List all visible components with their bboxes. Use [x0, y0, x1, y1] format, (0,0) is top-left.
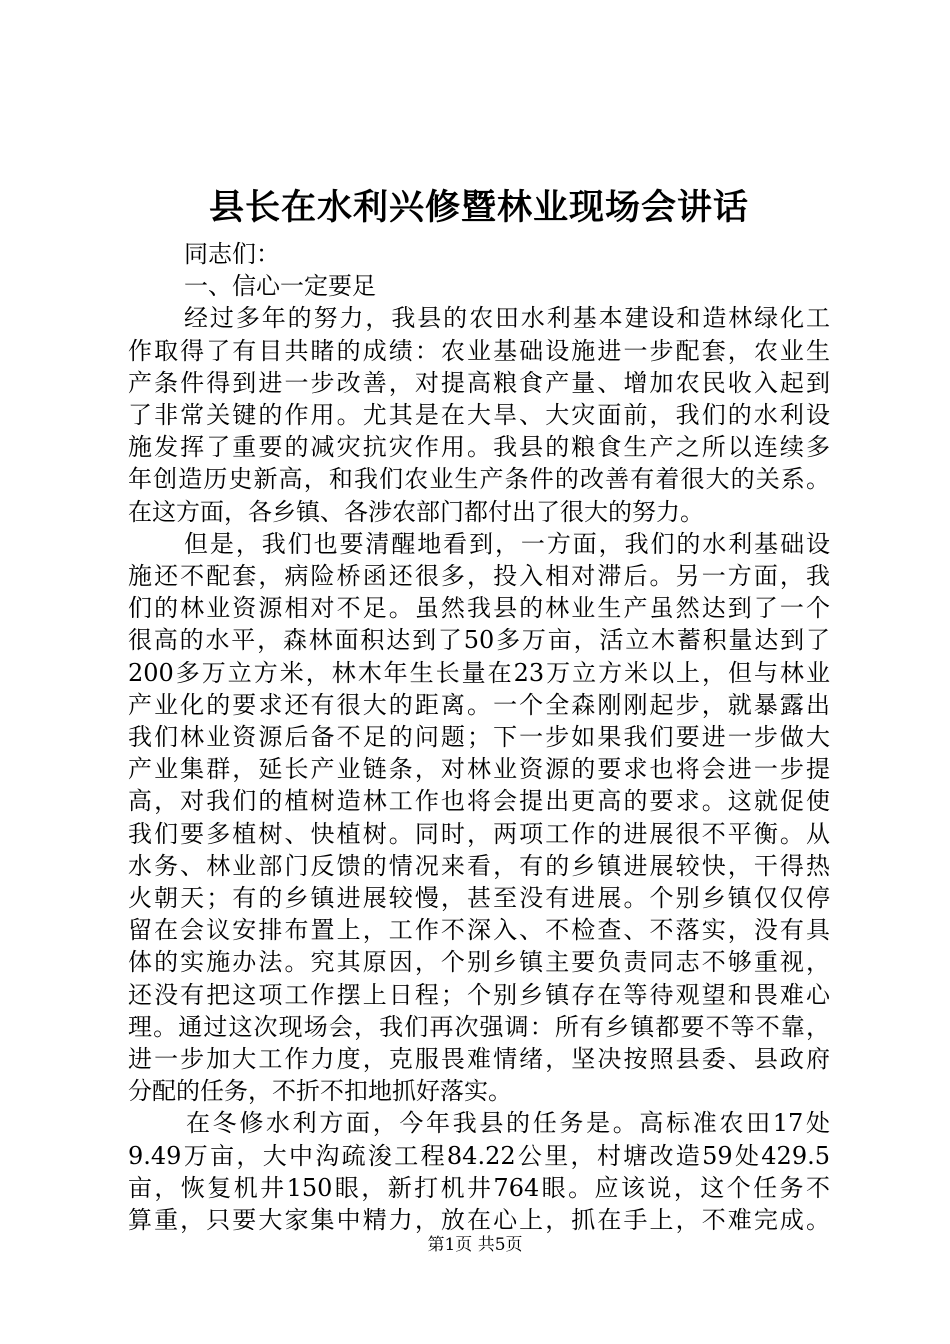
paragraph-line: 施发挥了重要的减灾抗灾作用。我县的粮食生产之所以连续多	[128, 433, 830, 462]
paragraph-line: 理。通过这次现场会，我们再次强调：所有乡镇都要不等不靠，	[128, 1012, 830, 1041]
paragraph-line: 算重，只要大家集中精力，放在心上，抓在手上，不难完成。	[128, 1206, 830, 1235]
page-footer	[0, 1234, 950, 1256]
document-title: 县长在水利兴修暨林业现场会讲话	[208, 187, 749, 228]
paragraph-line: 亩，恢复机井150眼，新打机井764眼。应该说，这个任务不	[128, 1173, 830, 1202]
paragraph-line: 施还不配套，病险桥函还很多，投入相对滞后。另一方面，我	[128, 562, 830, 591]
paragraph-line: 但是，我们也要清醒地看到，一方面，我们的水利基础设	[184, 529, 830, 558]
paragraph-line: 9.49万亩，大中沟疏浚工程84.22公里，村塘改造59处429.5	[128, 1141, 830, 1170]
paragraph-line: 分配的任务，不折不扣地抓好落实。	[128, 1077, 512, 1106]
paragraph-3	[128, 1107, 830, 1236]
paragraph-2	[128, 528, 830, 1108]
paragraph-line: 经过多年的努力，我县的农田水利基本建设和造林绿化工	[184, 304, 830, 333]
paragraph-line: 作取得了有目共睹的成绩：农业基础设施进一步配套，农业生	[128, 336, 830, 365]
paragraph-line: 200多万立方米，林木年生长量在23万立方米以上，但与林业	[128, 658, 830, 687]
paragraph-line: 高，对我们的植树造林工作也将会提出更高的要求。这就促使	[128, 787, 830, 816]
paragraph-line: 在这方面，各乡镇、各涉农部门都付出了很大的努力。	[128, 497, 704, 526]
paragraph-line: 了非常关键的作用。尤其是在大旱、大灾面前，我们的水利设	[128, 401, 830, 430]
document-page	[128, 182, 830, 1236]
paragraph-line: 年创造历史新高，和我们农业生产条件的改善有着很大的关系。	[128, 465, 830, 494]
paragraph-1	[128, 302, 830, 527]
paragraph-line: 火朝天；有的乡镇进展较慢，甚至没有进展。个别乡镇仅仅停	[128, 884, 830, 913]
paragraph-line: 很高的水平，森林面积达到了50多万亩，活立木蓄积量达到了	[128, 626, 830, 655]
page-number: 第1页 共5页	[427, 1235, 523, 1255]
paragraph-line: 在冬修水利方面，今年我县的任务是。高标准农田17处	[186, 1109, 830, 1138]
paragraph-line: 我们林业资源后备不足的问题；下一步如果我们要进一步做大	[128, 723, 830, 752]
paragraph-line: 我们要多植树、快植树。同时，两项工作的进展很不平衡。从	[128, 819, 830, 848]
paragraph-line: 还没有把这项工作摆上日程；个别乡镇存在等待观望和畏难心	[128, 980, 830, 1009]
paragraph-line: 体的实施办法。究其原因，个别乡镇主要负责同志不够重视，	[128, 948, 830, 977]
paragraph-line: 产业化的要求还有很大的距离。一个全森刚刚起步，就暴露出	[128, 690, 830, 719]
paragraph-line: 留在会议安排布置上，工作不深入、不检查、不落实，没有具	[128, 916, 830, 945]
paragraph-line: 们的林业资源相对不足。虽然我县的林业生产虽然达到了一个	[128, 594, 830, 623]
greeting: 同志们：	[184, 240, 280, 268]
paragraph-line: 进一步加大工作力度，克服畏难情绪，坚决按照县委、县政府	[128, 1045, 830, 1074]
paragraph-line: 产业集群，延长产业链条，对林业资源的要求也将会进一步提	[128, 755, 830, 784]
paragraph-line: 产条件得到进一步改善，对提高粮食产量、增加农民收入起到	[128, 368, 830, 397]
paragraph-line: 水务、林业部门反馈的情况来看，有的乡镇进展较快，干得热	[128, 851, 830, 880]
section-heading: 一、信心一定要足	[184, 272, 376, 301]
